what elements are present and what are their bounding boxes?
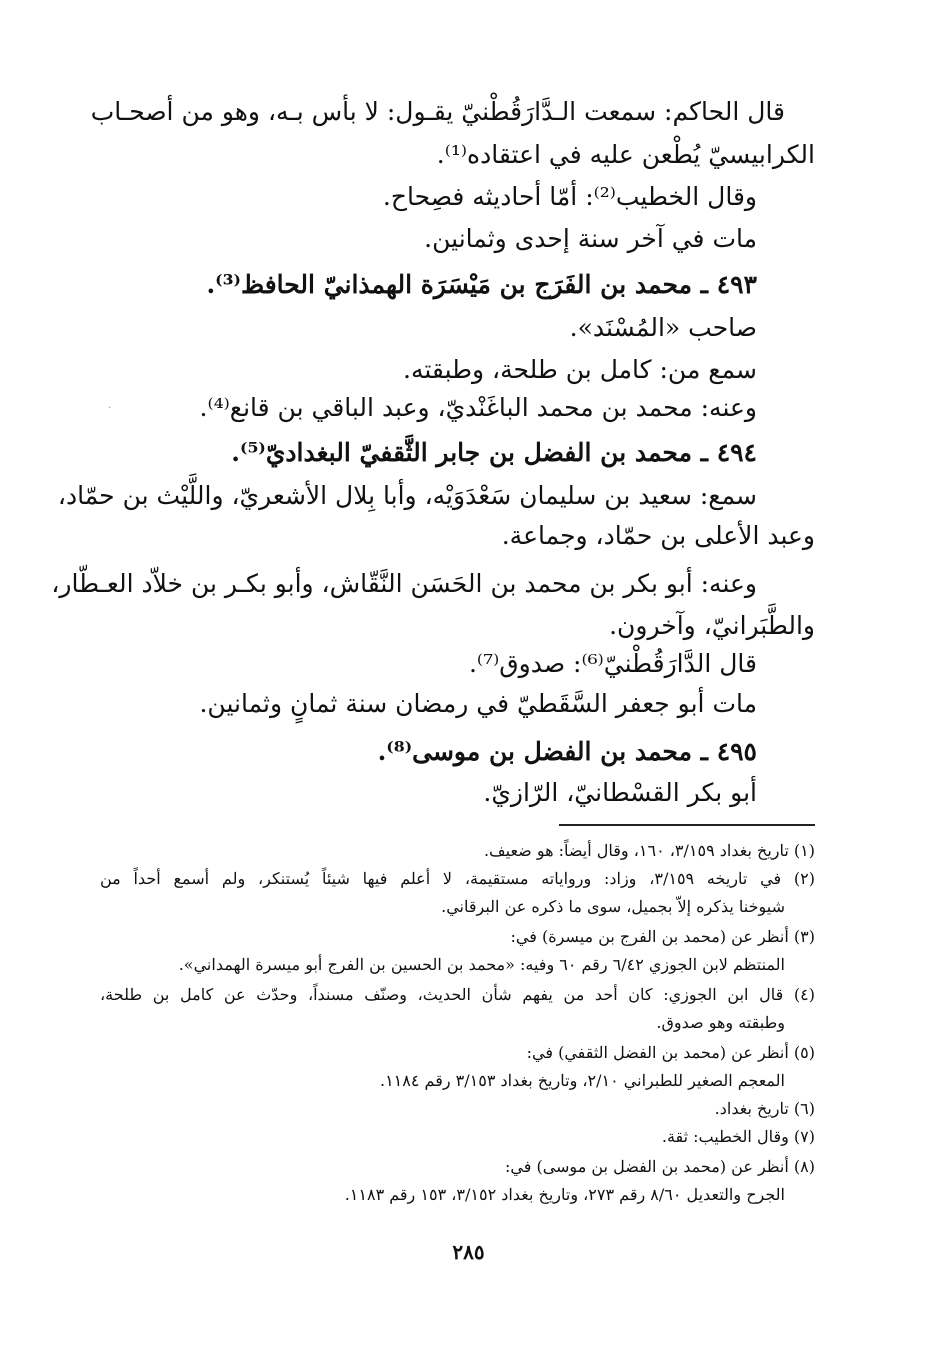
footnote-5-line-2: المعجم الصغير للطبراني ٢/١٠، وتاريخ بغداد ٣/١٥٣ رقم ١١٨٤. <box>379 1071 785 1090</box>
footnote-3-line-2: المنتظم لابن الجوزي ٦/٤٢ رقم ٦٠ وفيه: «محمد بن الحسين بن الفرج أبو ميسرة الهمداني». <box>178 955 785 974</box>
paragraph-6: وعنه: محمد بن محمد الباغَنْديّ، وعبد الباقي بن قانع⁽⁴⁾. <box>199 393 757 422</box>
footnote-4-line-2: وطبقته وهو صدوق. <box>656 1013 785 1032</box>
entry-494-heading: ٤٩٤ ـ محمد بن الفضل بن جابر الثَّقفيّ البغداديّ⁽⁵⁾. <box>231 438 757 467</box>
footnote-7: (٧) وقال الخطيب: ثقة. <box>661 1127 815 1146</box>
footnote-8-line-2: الجرح والتعديل ٨/٦٠ رقم ٢٧٣، وتاريخ بغداد ٣/١٥٢، ١٥٣ رقم ١١٨٣. <box>344 1185 785 1204</box>
footnote-8-line-1: (٨) أنظر عن (محمد بن الفضل بن موسى) في: <box>504 1157 815 1176</box>
paragraph-9: قال الدَّارَقُطْنيّ⁽⁶⁾: صدوق⁽⁷⁾. <box>468 649 757 678</box>
paragraph-10: مات أبو جعفر السَّقَطيّ في رمضان سنة ثمانٍ وثمانين. <box>199 689 757 718</box>
paragraph-7-line-1: سمع: سعيد بن سليمان سَعْدَوَيْه، وأبا بِلال الأشعريّ، واللَّيْث بن حمّاد، <box>57 481 757 510</box>
paragraph-1-line-1: قال الحاكم: سمعت الـدَّارَقُطْنيّ يقـول: لا بأس بـه، وهو من أصحـاب <box>90 97 785 126</box>
paragraph-5: سمع من: كامل بن طلحة، وطبقته. <box>403 355 757 384</box>
footnote-4-line-1: (٤) قال ابن الجوزي: كان أحد من يفهم شأن الحديث، وصنّف مسنداً، وحدّث عن كامل بن طلحة، <box>100 985 815 1004</box>
page-number: ٢٨٥ <box>452 1240 485 1264</box>
paragraph-1-line-2: الكرابيسيّ يُطْعن عليه في اعتقاده⁽¹⁾. <box>436 140 815 169</box>
paragraph-2: وقال الخطيب⁽²⁾: أمّا أحاديثه فصِحاح. <box>382 182 757 211</box>
paragraph-3: مات في آخر سنة إحدى وثمانين. <box>424 224 757 253</box>
entry-493-heading: ٤٩٣ ـ محمد بن الفَرَج بن مَيْسَرَة الهمذانيّ الحافظ⁽³⁾. <box>206 270 757 299</box>
paragraph-11: أبو بكر القسْطانيّ، الرّازيّ. <box>483 778 757 807</box>
footnote-1: (١) تاريخ بغداد ٣/١٥٩، ١٦٠، وقال أيضاً: هو ضعيف. <box>483 841 815 860</box>
footnote-2-line-1: (٢) في تاريخه ٣/١٥٩، وزاد: ورواياته مستقيمة، لا أعلم فيها شيئاً يُستنكر، ولم أسمع أحداً من <box>100 869 815 888</box>
entry-495-heading: ٤٩٥ ـ محمد بن الفضل بن موسى⁽⁸⁾. <box>377 737 757 766</box>
paragraph-4: صاحب «المُسْنَد». <box>569 313 757 342</box>
paragraph-7-line-2: وعبد الأعلى بن حمّاد، وجماعة. <box>501 521 815 550</box>
footnote-2-line-2: شيوخنا يذكره إلاّ بجميل، سوى ما ذكره عن البرقاني. <box>441 897 785 916</box>
footnote-separator <box>559 824 815 826</box>
footnote-3-line-1: (٣) أنظر عن (محمد بن الفرج بن ميسرة) في: <box>510 927 815 946</box>
paragraph-8-line-1: وعنه: أبو بكر بن محمد بن الحَسَن النَّقّاش، وأبو بكـر بن خلاّد العـطّار، <box>51 569 757 598</box>
scan-speck: · <box>108 403 112 414</box>
paragraph-8-line-2: والطَّبَرانيّ، وآخرون. <box>609 611 815 640</box>
footnote-5-line-1: (٥) أنظر عن (محمد بن الفضل الثقفي) في: <box>526 1043 815 1062</box>
footnote-6: (٦) تاريخ بغداد. <box>714 1099 815 1118</box>
